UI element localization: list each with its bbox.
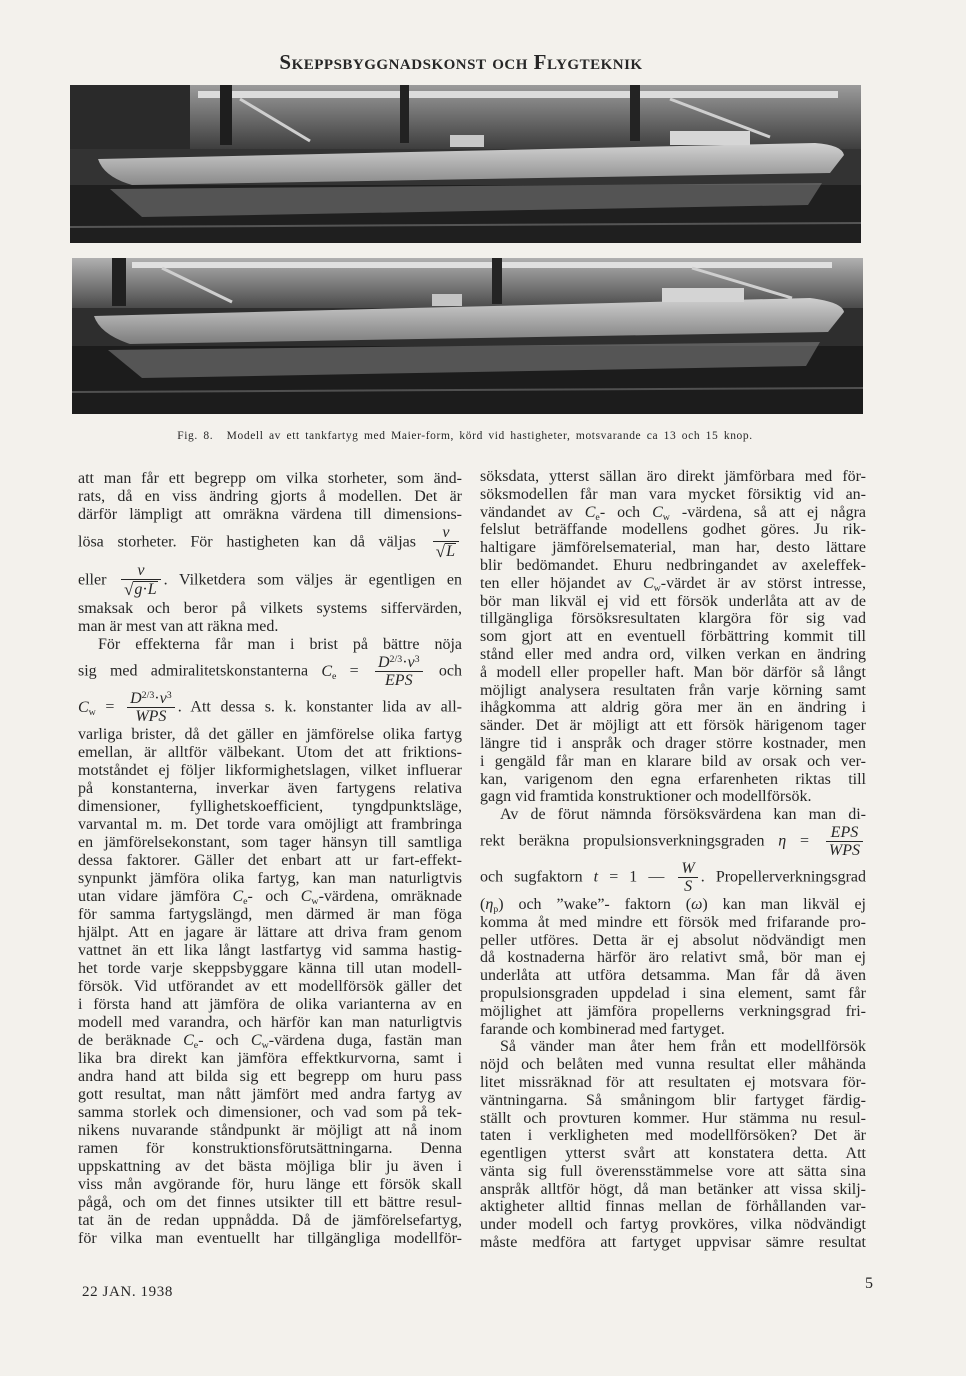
math-variable <box>831 824 859 841</box>
text-run: och sugfaktorn <box>480 868 594 886</box>
text-line <box>78 888 462 906</box>
carriage-rail <box>132 262 832 268</box>
subscript: e <box>193 1039 199 1051</box>
text-line: som gjort att en eventuell förbättring kommit till <box>480 628 866 646</box>
text-line: längre tid i anspråk och drager större kostnader, men <box>480 734 866 752</box>
text-run: vändandet av <box>480 503 585 521</box>
fraction <box>678 861 697 895</box>
denominator <box>121 579 161 599</box>
numerator <box>121 563 161 579</box>
math-variable <box>442 524 449 541</box>
text-line: propulsionsgraden uppdelad i sina element, samt får <box>480 984 866 1002</box>
text-line: egentligen ytterst svårt att konstatera detta. Att <box>480 1145 866 1163</box>
text-run: · <box>142 581 148 598</box>
denominator <box>433 541 459 561</box>
text-line: farande och kombinerad med fartyget. <box>480 1020 725 1038</box>
text-line: vattnet än ett lika långt lastfartyg vid samma hastig- <box>78 942 462 959</box>
superscript: 3 <box>414 653 420 665</box>
variable-symbol: D <box>377 654 390 671</box>
text-run: de beräknade <box>78 1032 184 1049</box>
variable-symbol: S <box>684 877 693 895</box>
math-variable <box>137 562 144 579</box>
carriage-post <box>112 258 126 306</box>
subscript: w <box>311 895 319 907</box>
numerator <box>678 861 697 877</box>
text-run: -värdena duga, fastän man <box>268 1032 462 1049</box>
math-variable <box>681 860 694 877</box>
text-line: då kostnaderna härför äro relativt små, bör man ej <box>480 949 866 967</box>
text-line: under modell och fartyg provköres, vilka nödvändigt <box>480 1216 866 1234</box>
text-line <box>78 524 462 562</box>
text-run: eller <box>78 571 119 589</box>
superstructure <box>670 131 750 145</box>
text-line: en jämförelsekonstant, som tager hänsyn till samtliga <box>78 834 462 851</box>
square-root <box>436 543 456 560</box>
text-line: för vilka man eventuellt har tillgängliga modellför- <box>78 1230 462 1247</box>
text-run: utan vidare jämföra <box>78 888 233 905</box>
variable-symbol: C <box>250 1032 262 1049</box>
math-variable <box>652 504 670 521</box>
radical-sign: √ <box>435 542 446 561</box>
text-line <box>480 504 866 522</box>
text-line: blir bedömandet. Ehuru nedbringandet av axeleffek- <box>480 556 866 574</box>
figure-caption <box>100 430 830 442</box>
variable-symbol: C <box>300 888 312 905</box>
fraction <box>127 691 175 725</box>
text-line: samma storlek och dimensioner, och vad som på tek- <box>78 1104 462 1121</box>
variable-symbol: η <box>778 832 787 850</box>
deck-house <box>432 294 462 306</box>
carriage-post <box>630 85 640 141</box>
carriage-post <box>220 85 232 145</box>
text-line: gagn vid framtida konstruktioner och modellförsök. <box>480 788 812 806</box>
text-line: kan, varigenom den egna erfarenheten riktas till <box>480 770 866 788</box>
text-line: underlåta att utföra detsamma. Man får då även <box>480 967 866 985</box>
text-line: rats, då en viss ändring gjorts å modellen. Det är <box>78 488 462 505</box>
text-line: dimensioner, fyllighetskoefficient, tyngdpunktsläge, <box>78 798 462 815</box>
variable-symbol: C <box>78 698 89 716</box>
text-run: rekt beräkna propulsionsverkningsgraden <box>480 832 779 850</box>
subscript: w <box>653 582 661 594</box>
numerator <box>433 525 459 541</box>
text-line: försök. Vid utförandet av ett modellförsök gäller det <box>78 978 462 995</box>
math-variable <box>78 699 96 716</box>
photo-model-test-lower <box>72 258 863 414</box>
text-line: därför lämpligt att omräkna värdena till dimensions- <box>78 506 462 523</box>
subscript: e <box>243 895 248 907</box>
math-variable <box>301 888 319 905</box>
math-variable <box>385 672 413 689</box>
variable-symbol: WPS <box>828 841 860 859</box>
carriage-post <box>492 258 502 304</box>
math-variable <box>691 896 702 913</box>
text-line: söksdata, ytterst sällan äro direkt jämförbara med för- <box>480 468 866 485</box>
text-column-right <box>480 468 866 1252</box>
text-line: ställt och provturen kommer. Hur stämma nu resul- <box>480 1109 866 1127</box>
text-run: - och <box>247 888 301 905</box>
text-line: stånd eller med andra ord, vilken verkan en ändring <box>480 645 866 663</box>
variable-symbol: v <box>407 654 415 671</box>
math-variable <box>148 581 157 598</box>
text-run: · <box>402 654 408 671</box>
text-line <box>78 1032 462 1050</box>
text-run: ) kan man likväl ej <box>702 895 866 913</box>
text-line: dessa faktorer. Gäller det enbart att ur fart-effekt- <box>78 852 462 869</box>
text-run: - och <box>198 1032 251 1049</box>
denominator <box>127 707 175 725</box>
denominator <box>375 671 423 689</box>
variable-symbol: v <box>137 562 145 579</box>
text-line: motståndet ej följer likformighetslagen, vilket influerar <box>78 762 462 779</box>
variable-symbol: C <box>642 574 654 592</box>
text-line: För effekterna får man i brist på bättre nöja <box>98 636 462 653</box>
math-variable <box>135 708 166 725</box>
text-line: möjligt analysera resultaten från varje körning samt <box>480 681 866 699</box>
text-line <box>480 824 866 860</box>
text-run: ) och ”wake”- faktorn ( <box>498 895 692 913</box>
text-line: synpunkt jämföra olika fartyg, kan man naturligtvis <box>78 870 462 887</box>
text-line: möjlighet att jämföra propellerns verkningsgrad fri- <box>480 1002 866 1020</box>
text-line: i gengäld får man en klarare bild av orsak och ver- <box>480 752 866 770</box>
variable-symbol: D <box>130 690 142 707</box>
text-line: ramen för konstruktionsförutsättningarna. Denna <box>78 1140 462 1157</box>
variable-symbol: C <box>584 503 596 521</box>
text-line <box>78 690 462 726</box>
text-run: -värdet är av störst intresse, <box>660 574 866 592</box>
text-run: . Vilketdera som väljes är egentligen en <box>163 571 463 589</box>
radicand <box>445 543 456 560</box>
text-run: . Propellerverkningsgrad <box>700 868 866 886</box>
text-run: lösa storheter. För hastigheten kan då väljas <box>78 533 430 551</box>
text-run: ( <box>480 895 486 913</box>
variable-symbol: WPS <box>135 708 167 725</box>
variable-symbol: ω <box>691 895 703 913</box>
text-line: peller utföres. Detta är ej absolut nödvändigt men <box>480 931 866 949</box>
text-line: att man får ett begrepp om vilka storheter, som änd- <box>78 470 462 487</box>
text-line: i första hand att jämföra de olika varianterna av en <box>78 996 462 1013</box>
variable-symbol: g <box>134 581 143 598</box>
variable-symbol: C <box>321 662 332 680</box>
text-line: söksmodellen får man vara mycket försiktig vid an- <box>480 485 866 503</box>
numerator <box>375 655 423 671</box>
superstructure <box>662 288 744 302</box>
text-line: varvantal m. m. Det torde vara omöjligt att frambringa <box>78 816 462 833</box>
text-line: sänder. Det är möjligt att ett försök härigenom tager <box>480 717 866 735</box>
math-variable <box>183 1032 198 1049</box>
text-line: för samma fartygslängd, men därmed är man föga <box>78 906 462 923</box>
text-line: måste medföra att fartyget uppvisar sämre resultat <box>480 1234 866 1252</box>
text-line: Så vänder man åter hem från ett modellförsök <box>500 1038 866 1056</box>
text-line: het torde varje skeppsbyggare känna till utan modell- <box>78 960 462 977</box>
text-run: sig med admiralitetskonstanterna <box>78 662 322 680</box>
denominator <box>678 877 697 895</box>
fraction <box>375 655 423 689</box>
text-run: -värdena, så att ej några <box>669 503 866 521</box>
text-line <box>480 860 866 896</box>
text-column-left <box>78 470 462 1248</box>
text-line: hjälpt. Att en jagare är lättare att driva fram genom <box>78 924 462 941</box>
page-number: 5 <box>865 1275 873 1292</box>
text-run: = 1 — <box>598 868 676 886</box>
superscript: 2/3 <box>389 653 403 665</box>
paragraph <box>480 806 866 1038</box>
math-variable <box>485 896 498 913</box>
variable-symbol: C <box>183 1032 194 1049</box>
math-variable <box>378 654 402 671</box>
variable-symbol: L <box>446 543 455 560</box>
text-line: på konstanterna, inverkar även fartygens relativa <box>78 780 462 797</box>
math-variable <box>829 842 860 859</box>
text-line: ihågkomma att aldrig göra mer än en ändring i <box>480 699 866 717</box>
figure-caption-text: Modell av ett tankfartyg med Maier-form, körd vid hastigheter, motsvarande ca 13 och 15 knop. <box>226 430 753 442</box>
text-line: viss mån avgörande för, huru länge ett försök skall <box>78 1176 462 1193</box>
subscript: p <box>493 903 499 915</box>
paragraph <box>480 468 866 806</box>
math-variable <box>643 575 661 592</box>
text-line: felslut beträffande modellens godhet göres. Ju rik- <box>480 521 866 539</box>
paragraph <box>480 1038 866 1252</box>
text-line: taten i verkligheten med modellförsöken? Det är <box>480 1127 866 1145</box>
text-line: man är mest van att räkna med. <box>78 618 279 635</box>
text-run: · <box>154 690 160 707</box>
variable-symbol: EPS <box>830 823 859 841</box>
subscript: w <box>662 511 670 523</box>
numerator <box>826 825 863 841</box>
math-variable <box>232 888 247 905</box>
journal-title: Skeppsbyggnadskonst och Flygteknik <box>279 50 643 74</box>
variable-symbol: W <box>681 859 695 877</box>
radical-sign: √ <box>124 580 134 599</box>
square-root <box>124 581 158 598</box>
text-line: smaksak och beror på vilkets systems siffervärden, <box>78 600 462 617</box>
text-line: tillgängliga försöksresultaten klargöra för sig vad <box>480 610 866 628</box>
text-line: emellan, är alltför välbekant. Utom det att friktions- <box>78 744 462 761</box>
variable-symbol: C <box>232 888 244 905</box>
subscript: w <box>88 706 96 718</box>
variable-symbol: L <box>147 581 157 598</box>
subscript: w <box>261 1039 269 1051</box>
carriage-rail <box>198 91 838 98</box>
text-line: haltigare jämförelsematerial, man har, desto lättare <box>480 539 866 557</box>
text-line: aktigheter alltid finnas mellan de förhållanden var- <box>480 1198 866 1216</box>
text-run: = <box>95 698 125 716</box>
subscript: e <box>332 670 337 682</box>
text-line: nikens nuvarande ståndpunkt är möjligt att nå inom <box>78 1122 462 1139</box>
subscript: e <box>595 511 600 523</box>
text-run: . Att dessa s. k. konstanter lida av all- <box>177 698 462 716</box>
text-line: andra hand att bilda sig ett begrepp om huru pass <box>78 1068 462 1085</box>
text-line: modell med varandra, och härför kan man naturligtvis <box>78 1014 462 1031</box>
variable-symbol: EPS <box>385 672 413 689</box>
issue-date: 22 JAN. 1938 <box>82 1284 173 1300</box>
math-variable <box>251 1032 269 1049</box>
text-line: å modell eller propeller haft. Man bör därför så långt <box>480 663 866 681</box>
radicand <box>133 581 157 598</box>
dark-wall <box>70 85 190 149</box>
variable-symbol: v <box>442 524 450 541</box>
text-run: och <box>425 662 462 680</box>
numerator <box>127 691 175 707</box>
fraction <box>121 563 161 599</box>
text-line: uppskattning av det bästa möjliga blir ju även i <box>78 1158 462 1175</box>
text-line <box>78 562 462 600</box>
text-line: gott resultat, man nått jämfört med andra fartyg av <box>78 1086 462 1103</box>
superscript: 3 <box>166 689 172 701</box>
text-line: vänta sig full överensstämmelse vore att sätta sina <box>480 1162 866 1180</box>
text-line: lika bra direkt kan jämföra effektkurvorna, samt i <box>78 1050 462 1067</box>
text-line <box>480 896 866 914</box>
fraction <box>433 525 459 561</box>
text-run: -värdena, omräknade <box>318 888 462 905</box>
text-run: - och <box>599 503 653 521</box>
math-variable <box>321 663 336 680</box>
text-line <box>78 654 462 690</box>
text-line: nöjd och belåten med vunna resultat eller måhända <box>480 1056 866 1074</box>
superscript: 2/3 <box>141 689 155 701</box>
carriage-post <box>400 85 409 143</box>
text-line <box>480 575 866 593</box>
text-line: varliga brister, då det gäller en jämförelse olika fartyg <box>78 726 462 743</box>
text-line: litet missräknad för att resultaten ej motsvara för- <box>480 1073 866 1091</box>
text-line: Av de förut nämnda försöksvärdena kan man di- <box>500 806 866 824</box>
text-line: tat än de redan uppnådda. Då de jämförelsefartyg, <box>78 1212 462 1229</box>
text-run: = <box>336 662 372 680</box>
paragraph <box>78 636 462 1248</box>
variable-symbol: C <box>652 503 663 521</box>
deck-house <box>450 135 484 147</box>
variable-symbol: v <box>159 690 167 707</box>
text-run: = <box>786 832 823 850</box>
math-variable <box>160 690 172 707</box>
text-line: anspråk alltför högt, då man betänker att vissa skilj- <box>480 1180 866 1198</box>
figure-label: Fig. 8. <box>177 430 214 442</box>
denominator <box>826 841 863 859</box>
math-variable <box>446 543 455 560</box>
text-run: ten eller höjandet av <box>480 574 643 592</box>
text-line: väntningarna. Så småningom blir fartyget färdig- <box>480 1091 866 1109</box>
math-variable <box>130 690 154 707</box>
math-variable <box>585 504 600 521</box>
text-line: komma åt med mindre ett försök med frifarande pro- <box>480 913 866 931</box>
photo-model-test-upper <box>70 85 861 243</box>
math-variable <box>408 654 420 671</box>
fraction <box>826 825 863 859</box>
math-variable <box>684 878 692 895</box>
text-line: bör man likväl ej vid ett försök underlåta att av de <box>480 592 866 610</box>
variable-symbol: η <box>485 895 494 913</box>
text-line: pågå, och om det finnes utsikter till ett bättre resul- <box>78 1194 462 1211</box>
variable-symbol: t <box>593 868 599 886</box>
paragraph <box>78 470 462 636</box>
